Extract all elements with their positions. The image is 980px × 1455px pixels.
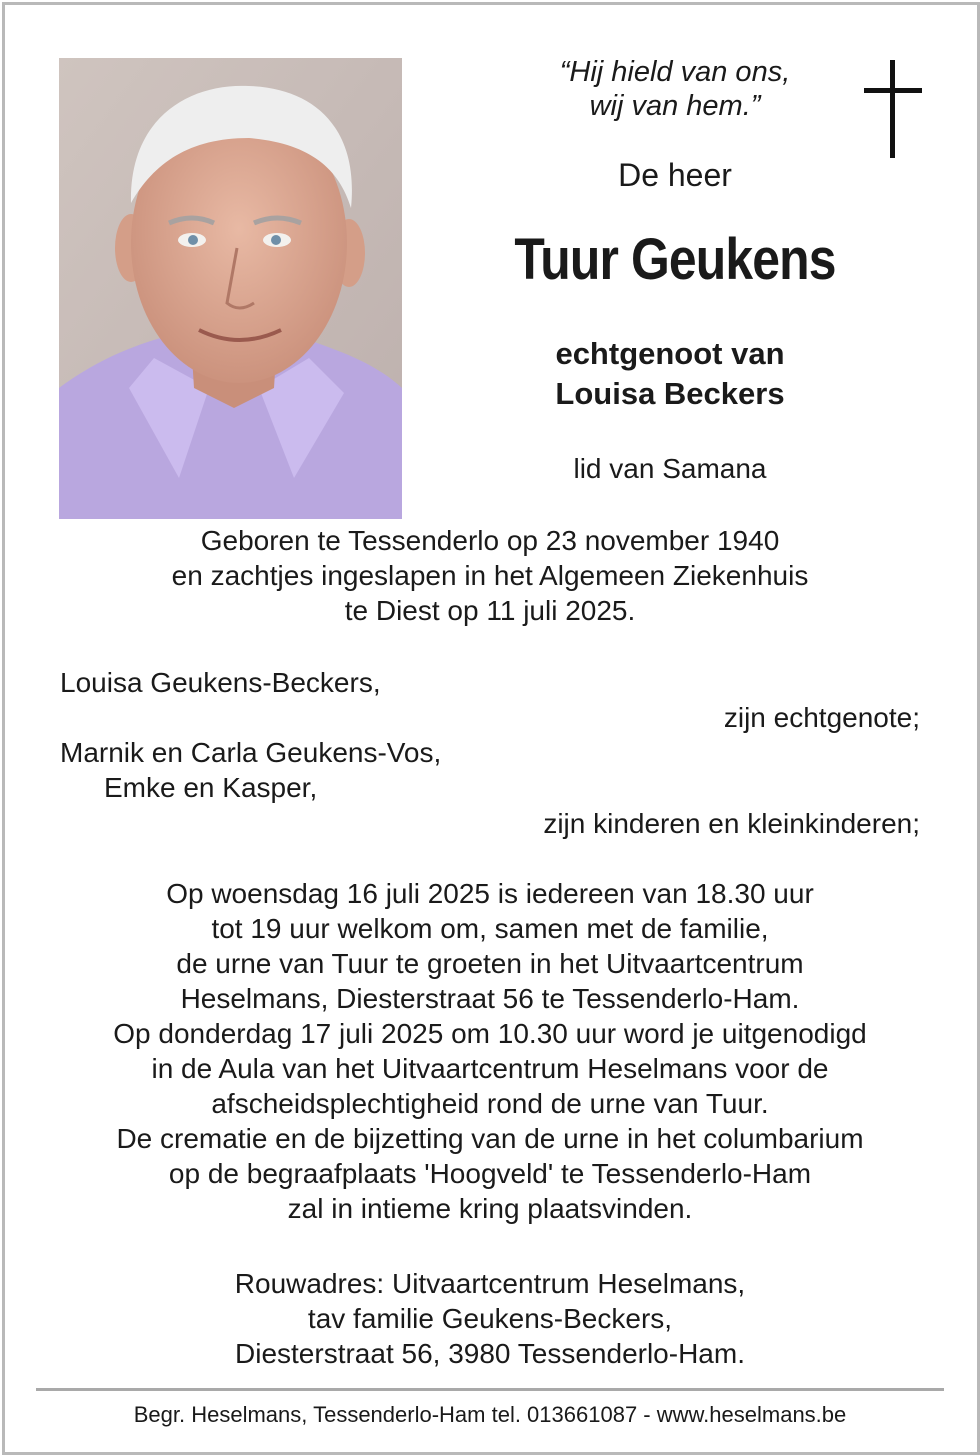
ceremony-line: Heselmans, Diesterstraat 56 te Tessenderlo-Ham. — [180, 983, 800, 1014]
ceremony-line: afscheidsplechtigheid rond de urne van Tuur. — [211, 1088, 769, 1119]
spouse-relation: echtgenoot van — [555, 336, 785, 371]
ceremony-line: Op donderdag 17 juli 2025 om 10.30 uur word je uitgenodigd — [113, 1018, 867, 1049]
birth-death-line: te Diest op 11 juli 2025. — [344, 595, 636, 626]
deceased-name: Tuur Geukens — [514, 227, 836, 292]
quote-line-2: wij van hem.” — [589, 90, 761, 122]
portrait-photo — [59, 58, 402, 519]
family-spouse-name: Louisa Geukens-Beckers, — [60, 667, 381, 698]
quote-line-1: “Hij hield van ons, — [559, 56, 791, 88]
address-line: Rouwadres: Uitvaartcentrum Heselmans, — [234, 1268, 746, 1299]
birth-death-line: en zachtjes ingeslapen in het Algemeen Ziekenhuis — [171, 560, 809, 591]
honorific: De heer — [618, 157, 732, 193]
address-line: Diesterstraat 56, 3980 Tessenderlo-Ham. — [235, 1338, 745, 1369]
family-children-role: zijn kinderen en kleinkinderen; — [543, 808, 920, 839]
ceremony-line: de urne van Tuur te groeten in het Uitvaartcentrum — [176, 948, 804, 979]
mourning-address — [40, 1266, 940, 1371]
family-grandchildren-names: Emke en Kasper, — [104, 772, 318, 803]
footer-divider — [36, 1388, 944, 1391]
ceremony-line: op de begraafplaats 'Hoogveld' te Tessenderlo-Ham — [168, 1158, 812, 1189]
ceremony-line: tot 19 uur welkom om, samen met de familie, — [211, 913, 769, 944]
spouse-name: Louisa Beckers — [555, 376, 785, 411]
undertaker-footer: Begr. Heselmans, Tessenderlo-Ham tel. 013661087 - www.heselmans.be — [133, 1402, 847, 1427]
ceremony-line: zal in intieme kring plaatsvinden. — [287, 1193, 693, 1224]
membership: lid van Samana — [573, 453, 767, 484]
family-children-names: Marnik en Carla Geukens-Vos, — [60, 737, 442, 768]
ceremony-text — [40, 876, 940, 1226]
quote — [470, 55, 880, 123]
ceremony-line: in de Aula van het Uitvaartcentrum Heselmans voor de — [151, 1053, 829, 1084]
ceremony-line: De crematie en de bijzetting van de urne in het columbarium — [116, 1123, 864, 1154]
birth-death-line: Geboren te Tessenderlo op 23 november 1940 — [200, 525, 780, 556]
address-line: tav familie Geukens-Beckers, — [307, 1303, 673, 1334]
birth-death-text — [40, 523, 940, 628]
ceremony-line: Op woensdag 16 juli 2025 is iedereen van 18.30 uur — [166, 878, 814, 909]
family-spouse-role: zijn echtgenote; — [723, 702, 920, 733]
